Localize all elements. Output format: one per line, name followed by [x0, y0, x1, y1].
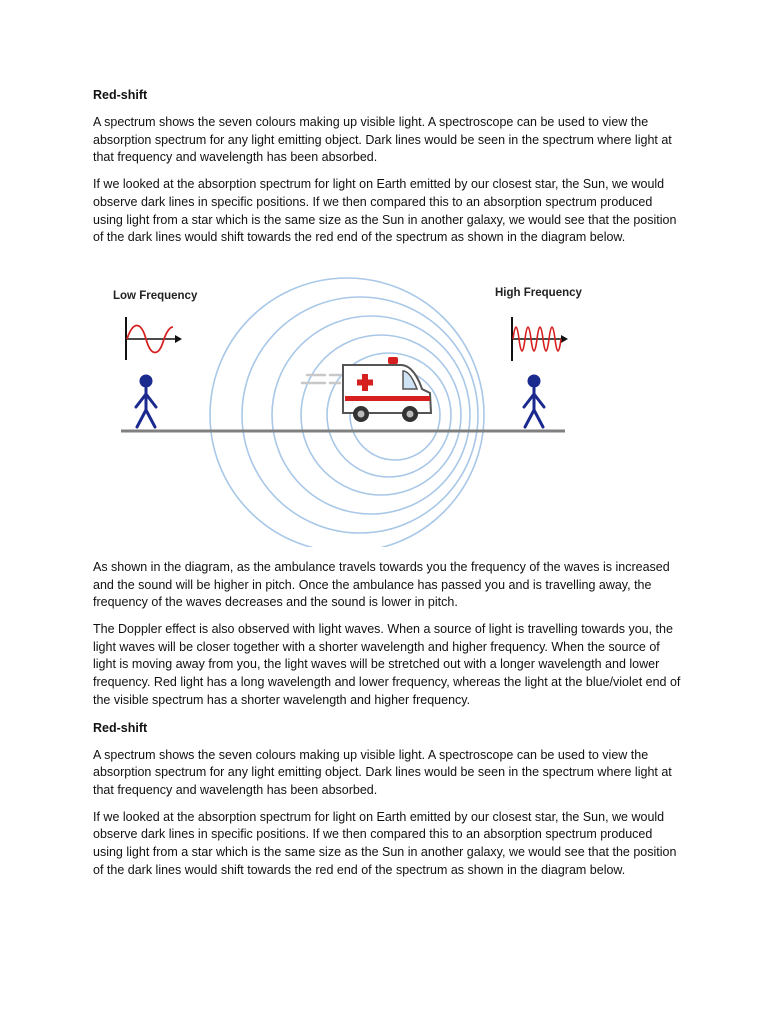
stick-figure-icon — [136, 374, 156, 427]
paragraph: If we looked at the absorption spectrum for light on Earth emitted by our closest star, the Sun, we would observe dark lines in specific positions. If we then compared this to an absorption spectrum produced using light from a star which is the same size as the Sun in another galaxy, we would see that the position of the dark lines would shift towards the red end of the spectrum as shown in the diagram below. — [93, 177, 677, 245]
low-frequency-label: Low Frequency — [113, 289, 198, 302]
paragraph: A spectrum shows the seven colours making up visible light. A spectroscope can be used to view the absorption spectrum for any light emitting object. Dark lines would be seen in the spectrum where light at that frequency and wavelength has been absorbed. — [93, 115, 672, 165]
doppler-diagram — [89, 257, 679, 547]
ambulance-icon — [302, 357, 431, 422]
paragraph: As shown in the diagram, as the ambulance travels towards you the frequency of the waves is increased and the sound will be higher in pitch. Once the ambulance has passed you and is travelling away, the frequency of the waves decreases and the sound is lower in pitch. — [93, 559, 670, 610]
paragraph: If we looked at the absorption spectrum for light on Earth emitted by our closest star, the Sun, we would observe dark lines in specific positions. If we then compared this to an absorption spectrum produced using light from a star which is the same size as the Sun in another galaxy, we would see that the position of the dark lines would shift towards the red end of the spectrum as shown in the diagram below. — [93, 809, 677, 877]
high-frequency-label: High Frequency — [495, 286, 582, 299]
section-heading: Red-shift — [93, 88, 148, 102]
paragraph: A spectrum shows the seven colours making up visible light. A spectroscope can be used to view the absorption spectrum for any light emitting object. Dark lines would be seen in the spectrum where light at that frequency and wavelength has been absorbed. — [93, 747, 672, 797]
document-page — [93, 86, 683, 888]
paragraph: The Doppler effect is also observed with light waves. When a source of light is travelling towards you, the light waves will be closer together with a shorter wavelength and higher frequency. When the source of light is moving away from you, the light waves will be stretched out with a longer wavelength and lower frequency. Red light has a long wavelength and lower frequency, whereas the light at the blue/violet end of the visible spectrum has a shorter wavelength and higher frequency. — [93, 622, 681, 707]
section-heading: Red-shift — [93, 720, 148, 735]
sine-wave-icon — [126, 317, 182, 360]
sine-wave-icon — [512, 317, 568, 361]
stick-figure-icon — [524, 374, 544, 427]
